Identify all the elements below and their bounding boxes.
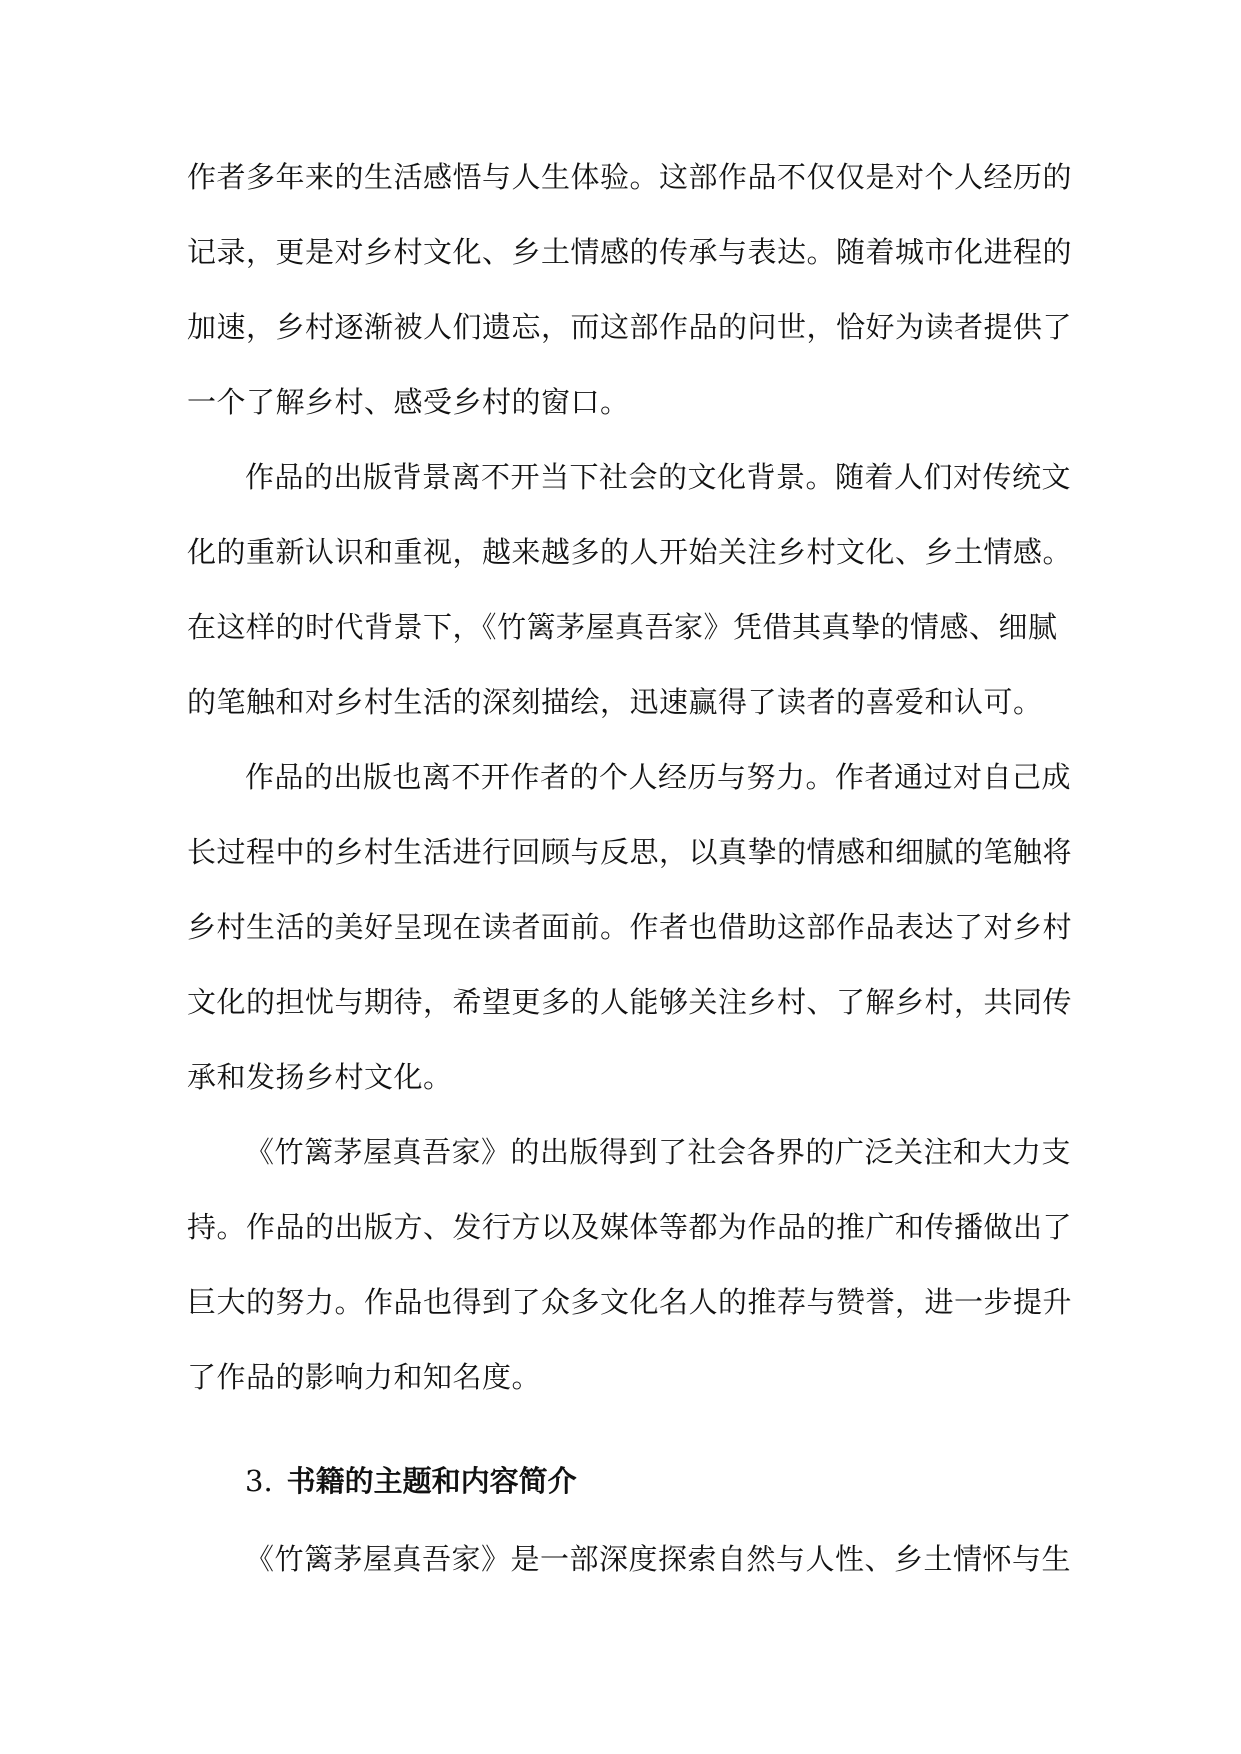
text-line: 承和发扬乡村文化。 [187,1060,453,1094]
section-title: 书籍的主题和内容简介 [286,1464,577,1498]
text-line: 作者多年来的生活感悟与人生体验。这部作品不仅仅是对个人经历的 [187,160,1073,194]
text-line: 作品的出版背景离不开当下社会的文化背景。随着人们对传统文 [245,460,1072,494]
text-line: 文化的担忧与期待，希望更多的人能够关注乡村、了解乡村，共同传 [187,985,1073,1019]
text-line: 记录，更是对乡村文化、乡土情感的传承与表达。随着城市化进程的 [187,235,1073,269]
text-line: 持。作品的出版方、发行方以及媒体等都为作品的推广和传播做出了 [187,1210,1073,1244]
text-line: 化的重新认识和重视，越来越多的人开始关注乡村文化、乡土情感。 [187,535,1073,569]
section-heading [187,1440,1057,1522]
text-line: 的笔触和对乡村生活的深刻描绘，迅速赢得了读者的喜爱和认可。 [187,685,1043,719]
paragraph-4 [187,1115,1073,1415]
text-line: 作品的出版也离不开作者的个人经历与努力。作者通过对自己成 [245,760,1072,794]
text-line: 长过程中的乡村生活进行回顾与反思，以真挚的情感和细腻的笔触将 [187,835,1073,869]
paragraph-2 [187,440,1073,740]
text-line: 乡村生活的美好呈现在读者面前。作者也借助这部作品表达了对乡村 [187,910,1073,944]
text-line: 加速，乡村逐渐被人们遗忘，而这部作品的问世，恰好为读者提供了 [187,310,1073,344]
paragraph-1 [187,140,1073,440]
text-line: 一个了解乡村、感受乡村的窗口。 [187,385,630,419]
text-line: 《竹篱茅屋真吾家》的出版得到了社会各界的广泛关注和大力支 [245,1135,1072,1169]
text-line: 巨大的努力。作品也得到了众多文化名人的推荐与赞誉，进一步提升 [187,1285,1073,1319]
section-number: 3. [245,1464,273,1498]
text-line: 了作品的影响力和知名度。 [187,1360,542,1394]
paragraph-3 [187,740,1073,1115]
text-line: 在这样的时代背景下，《竹篱茅屋真吾家》凭借其真挚的情感、细腻 [187,610,1058,644]
document-page [187,140,1073,1597]
paragraph-5 [187,1522,1072,1597]
text-line: 《竹篱茅屋真吾家》是一部深度探索自然与人性、乡土情怀与生 [245,1542,1072,1576]
